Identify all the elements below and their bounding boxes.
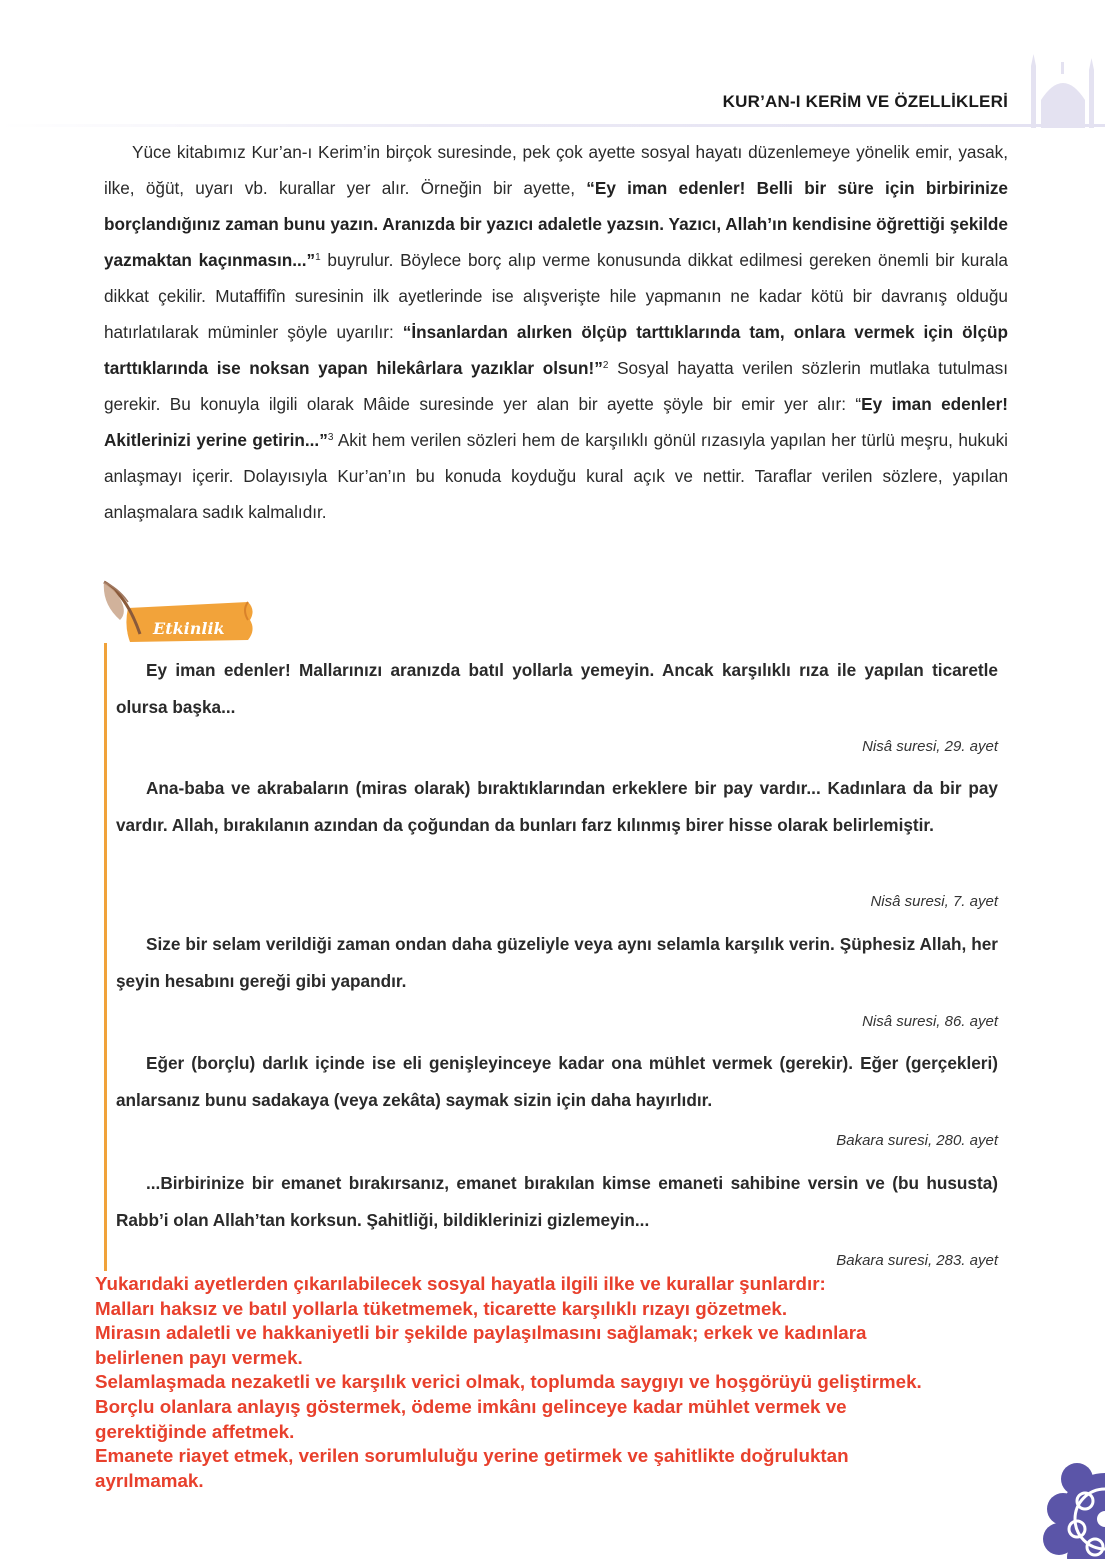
verse-source: Nisâ suresi, 86. ayet: [862, 1013, 998, 1030]
answer-line: belirlenen payı vermek.: [95, 1346, 303, 1368]
verse-text: Ana-baba ve akrabaların (miras olarak) bıraktıklarından erkeklere bir pay vardır... Kadınlara da bir pay vardır. Allah, bırakılanın azından da çoğundan da bunları farz kılınmış birer hisse olarak belirlemiştir.: [116, 778, 998, 835]
intro-quote-3: Ey iman edenler! Akitlerinizi yerine getirin...”: [104, 394, 1008, 450]
activity-banner-icon: [98, 580, 258, 650]
verse-text: Ey iman edenler! Mallarınızı aranızda batıl yollarla yemeyin. Ancak karşılıklı rıza ile yapılan ticaretle olursa başka...: [116, 660, 998, 717]
answer-line: Mirasın adaletli ve hakkaniyetli bir şekilde paylaşılmasını sağlamak; erkek ve kadınlara: [95, 1322, 867, 1344]
intro-quote-1: “Ey iman edenler! Belli bir süre için birbirinize borçlandığınız zaman bunu yazın. Aranızda bir yazıcı adaletle yazsın. Yazıcı, Allah’ın kendisine öğrettiği şekilde yazmaktan kaçınmasın...”: [104, 178, 1008, 270]
verse-text: Eğer (borçlu) darlık içinde ise eli genişleyinceye kadar ona mühlet vermek (gerekir). Eğer (gerçekleri) anlarsanız bunu sadakaya (veya zekâta) saymak sizin için daha hayırlıdır.: [116, 1053, 998, 1110]
verse-text: Size bir selam verildiği zaman ondan daha güzeliyle veya aynı selamla karşılık verin. Şüphesiz Allah, her şeyin hesabını gereği gibi yapandır.: [116, 934, 998, 991]
decorative-flower-icon: [1025, 1439, 1105, 1559]
answer-line: Borçlu olanlara anlayış göstermek, ödeme imkânı gelinceye kadar mühlet vermek ve: [95, 1395, 847, 1417]
answer-block: [95, 1272, 1015, 1493]
verse-source: Nisâ suresi, 7. ayet: [870, 893, 998, 910]
activity-label: Etkinlik: [153, 619, 225, 638]
intro-text-4: Akit hem verilen sözleri hem de karşılıklı gönül rızasıyla yapılan her türlü meşru, hukuki anlaşmayı içerir. Dolayısıyla Kur’an’ın bu konuda koyduğu kural açık ve nettir. Taraflar verilen sözlere, yapılan anlaşmalara sadık kalmalıdır.: [104, 430, 1009, 522]
answer-line: ayrılmamak.: [95, 1469, 204, 1491]
verse-source: Nisâ suresi, 29. ayet: [862, 738, 998, 755]
verse-source: Bakara suresi, 280. ayet: [836, 1132, 998, 1149]
verse-text: ...Birbirinize bir emanet bırakırsanız, emanet bırakılan kimse emaneti sahibine versin ve (bu hususta) Rabb’i olan Allah’tan korksun. Şahitliği, bildiklerinizi gizlemeyin...: [116, 1173, 998, 1230]
intro-text-3: Sosyal hayatta verilen sözlerin mutlaka tutulması gerekir. Bu konuyla ilgili olarak Mâide suresinde yer alan bir ayette şöyle bir emir yer alır: “: [104, 358, 1009, 414]
footnote-3: 3: [327, 432, 334, 443]
answer-line: Selamlaşmada nezaketli ve karşılık verici olmak, toplumda saygıyı ve hoşgörüyü geliştirmek.: [95, 1371, 922, 1393]
answer-line: Emanete riayet etmek, verilen sorumluluğu yerine getirmek ve şahitlikte doğruluktan: [95, 1445, 849, 1467]
intro-text-2: buyrulur. Böylece borç alıp verme konusunda dikkat edilmesi gereken önemli bir kurala dikkat çekilir. Mutaffifîn suresinin ilk ayetlerinde ise alışverişte hile yapmanın ne kadar kötü bir davranış olduğu hatırlatılarak müminler şöyle uyarılır:: [104, 250, 1008, 342]
intro-text-1: Yüce kitabımız Kur’an-ı Kerim’in birçok suresinde, pek çok ayette sosyal hayatı düzenlemeye yönelik emir, yasak, ilke, öğüt, uyarı vb. kurallar yer alır. Örneğin bir ayette,: [104, 142, 1008, 198]
footnote-2: 2: [602, 360, 609, 371]
answer-line: Yukarıdaki ayetlerden çıkarılabilecek sosyal hayatla ilgili ilke ve kurallar şunlardır:: [95, 1273, 826, 1294]
answer-line: gerektiğinde affetmek.: [95, 1420, 295, 1442]
mosque-silhouette-icon: [1023, 52, 1105, 128]
intro-paragraph: [104, 134, 1008, 530]
footnote-1: 1: [315, 252, 321, 263]
header-band: [0, 124, 1105, 127]
page-title: KUR’AN-I KERİM VE ÖZELLİKLERİ: [722, 92, 1008, 111]
answer-line: Malları haksız ve batıl yollarla tüketmemek, ticarette karşılıklı rızayı gözetmek.: [95, 1297, 788, 1319]
intro-quote-2: “İnsanlardan alırken ölçüp tarttıklarında tam, onlara vermek için ölçüp tarttıklarında ise noksan yapan hilekârlara yazıklar olsun!”: [104, 322, 1008, 378]
verse-source: Bakara suresi, 283. ayet: [836, 1252, 998, 1269]
activity-border-line: [104, 643, 107, 1271]
